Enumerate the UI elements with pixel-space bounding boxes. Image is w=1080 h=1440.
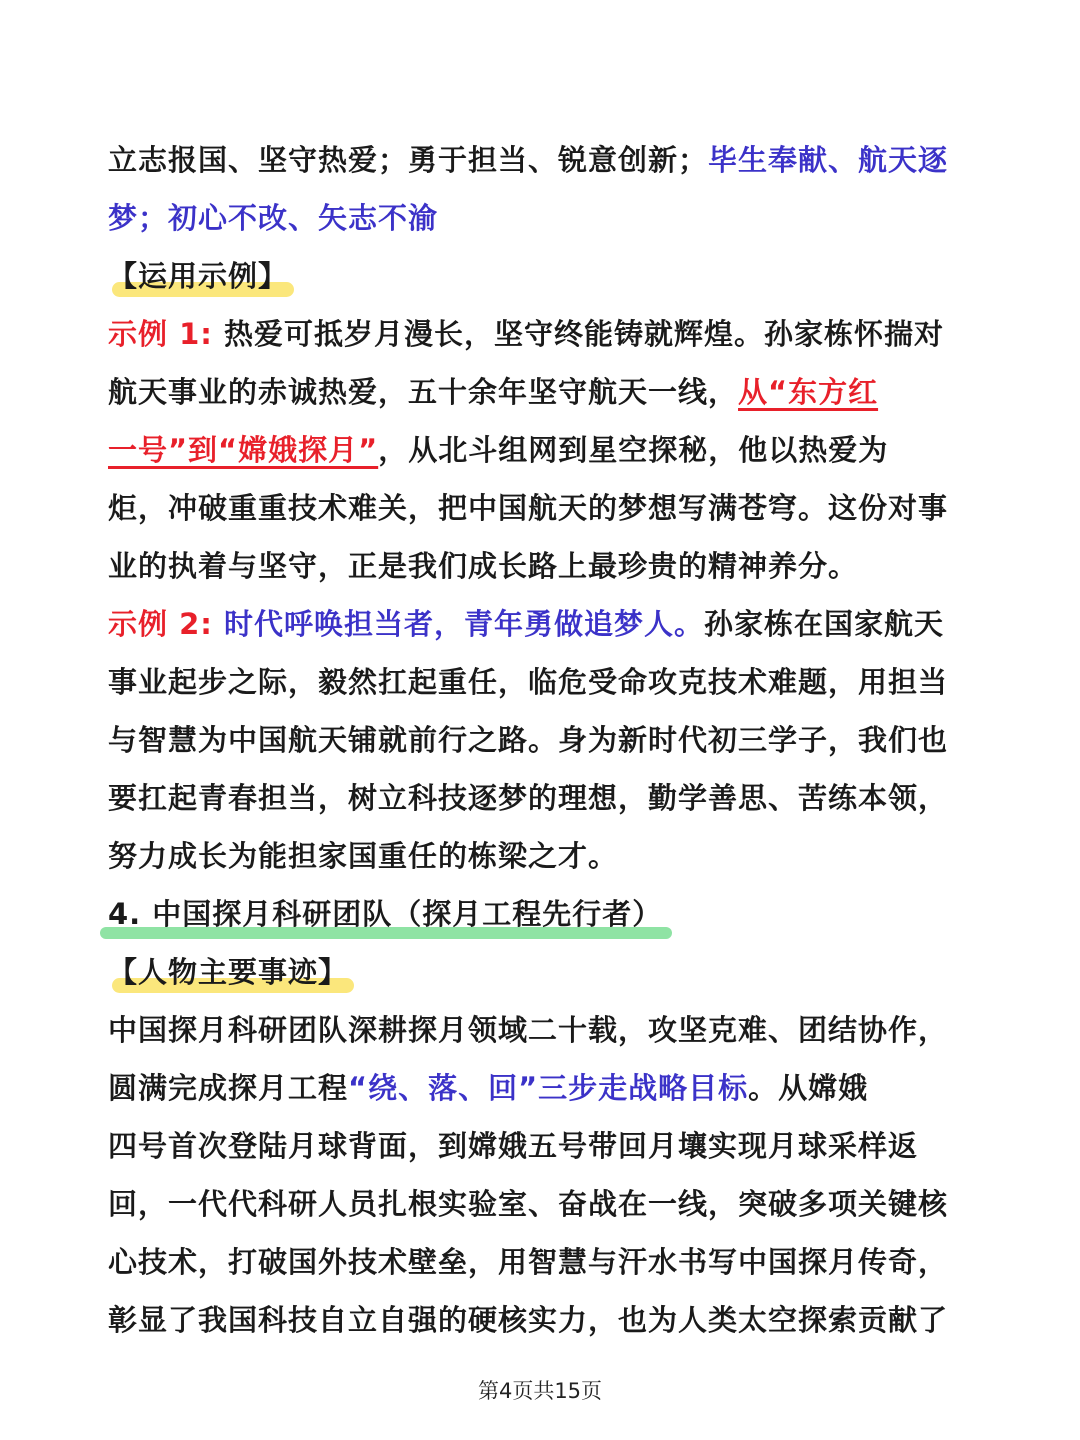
text-line: 回，一代代科研人员扎根实验室、奋战在一线，突破多项关键核 [108,1187,949,1221]
text-line [108,421,972,479]
text-line: 彰显了我国科技自立自强的硬核实力，也为人类太空探索贡献了 [108,1303,949,1337]
underlined-red-text: 一号”到“嫦娥探月” [108,433,379,467]
section-heading-line [108,885,972,943]
underlined-red-text: 从“东方红 [738,375,879,409]
text-line: 事业起步之际，毅然扛起重任，临危受命攻克技术难题，用担当 [108,665,949,699]
text-line: 梦；初心不改、矢志不渝 [108,201,439,235]
text-line [108,305,972,363]
section-tag-line [108,943,972,1001]
text-line: 要扛起青春担当，树立科技逐梦的理想，勤学善思、苦练本领， [108,781,949,815]
text-line: 努力成长为能担家国重任的栋梁之才。 [108,839,619,873]
text-line: 中国探月科研团队深耕探月领域二十载，攻坚克难、团结协作， [108,1013,949,1047]
text-segment: 立志报国、坚守热爱；勇于担当、锐意创新； [108,143,709,177]
highlight-blue-text: “绕、落、回”三步走战略目标 [348,1071,749,1105]
text-line: 与智慧为中国航天铺就前行之路。身为新时代初三学子，我们也 [108,723,949,757]
section-tag-line [108,247,972,305]
text-segment: 圆满完成探月工程 [108,1071,349,1105]
page-number: 第4页共15页 [477,1379,603,1403]
text-segment: 孙家栋在国家航天 [704,607,945,641]
document-body [108,131,972,1349]
section-heading: 4. 中国探月科研团队（探月工程先行者） [108,885,662,943]
text-line [108,131,972,189]
text-line: 炬，冲破重重技术难关，把中国航天的梦想写满苍穹。这份对事 [108,491,949,525]
text-line [108,363,972,421]
section-tag-examples: 【运用示例】 [108,247,288,305]
text-segment: 。从嫦娥 [748,1071,869,1105]
text-segment: 热爱可抵岁月漫长，坚守终能铸就辉煌。孙家栋怀揣对 [223,317,944,351]
section-tag-deeds: 【人物主要事迹】 [108,943,348,1001]
text-segment: ，从北斗组网到星空探秘，他以热爱为 [378,433,889,467]
highlight-blue-text: 时代呼唤担当者，青年勇做追梦人。 [223,607,704,641]
text-line: 业的执着与坚守，正是我们成长路上最珍贵的精神养分。 [108,549,859,583]
text-line: 心技术，打破国外技术壁垒，用智慧与汗水书写中国探月传奇， [108,1245,949,1279]
text-line [108,595,972,653]
text-segment: 航天事业的赤诚热爱，五十余年坚守航天一线， [108,375,739,409]
example-label: 示例 1: [108,317,213,351]
highlight-blue-text: 毕生奉献、航天逐 [708,143,949,177]
text-line [108,1059,972,1117]
text-line: 四号首次登陆月球背面，到嫦娥五号带回月壤实现月球采样返 [108,1129,919,1163]
example-label: 示例 2: [108,607,213,641]
